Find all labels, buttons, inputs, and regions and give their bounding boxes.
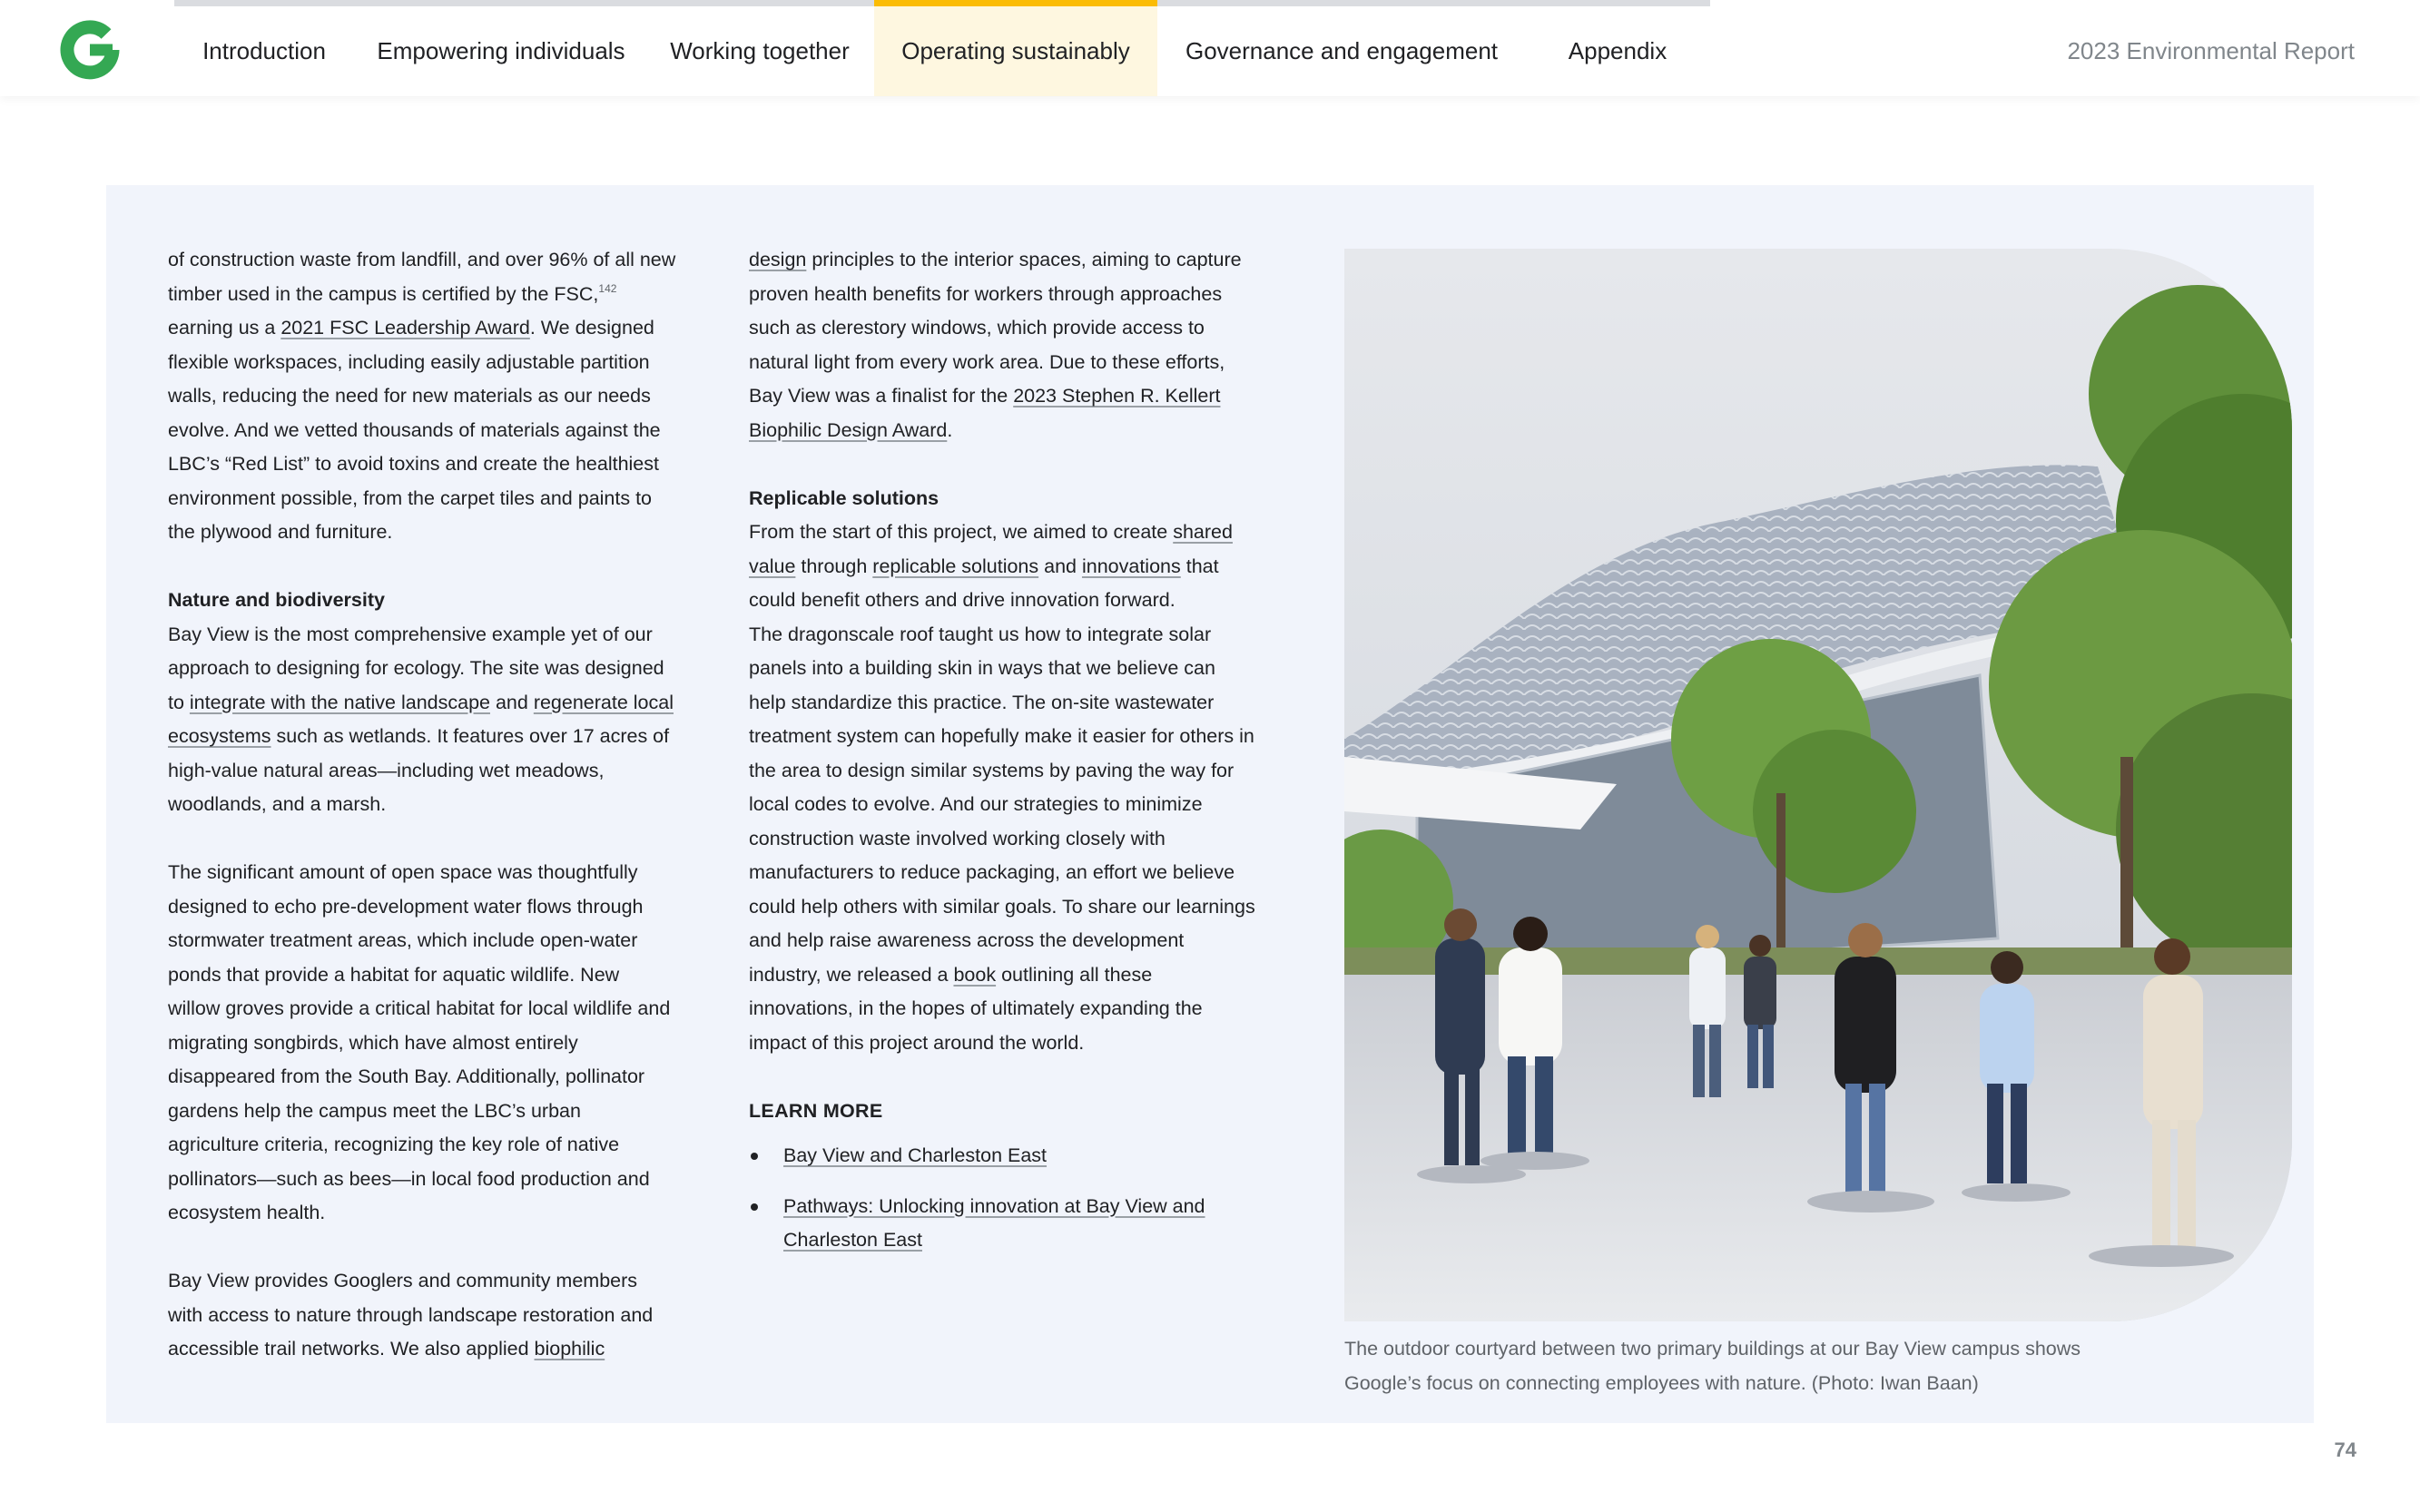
heading-nature-biodiversity: Nature and biodiversity	[168, 589, 385, 611]
nav-tab-governance-and-engagement[interactable]: Governance and engagement	[1185, 37, 1499, 64]
link-kellert-award[interactable]: 2023 Stephen R. Kellert Biophilic Design Award	[749, 385, 1221, 441]
link-book[interactable]: book	[953, 963, 997, 986]
page-number: 74	[2334, 1438, 2356, 1461]
link-pathways-unlocking-innovation[interactable]: Pathways: Unlocking innovation at Bay View and Charleston East	[783, 1194, 1205, 1251]
paragraph-biophilic: design principles to the interior spaces, aiming to capture proven health benefits for workers through approaches such as clerestory windows, which provide access to natural light from every work area. Due to these efforts, Bay View was a finalist for the 2023 Stephen R. Kellert Biophilic Design Award.	[749, 249, 1242, 441]
list-item	[749, 1139, 1257, 1173]
text-column-middle	[749, 243, 1257, 1274]
link-regenerate-local-ecosystems[interactable]: regenerate local ecosystems	[168, 691, 674, 747]
paragraph-ecology: Bay View is the most comprehensive example yet of our approach to designing for ecology. The site was designed to integrate with the native landscape and regenerate local ecosystems such as wetlands. It features over 17 acres of high-value natural areas—including wet meadows, woodlands, and a marsh.	[168, 623, 674, 815]
nav-tab-operating-sustainably[interactable]: Operating sustainably	[874, 0, 1157, 96]
link-innovations[interactable]: innovations	[1081, 555, 1181, 577]
nav-tab-introduction[interactable]: Introduction	[202, 37, 326, 64]
link-biophilic-design[interactable]: biophilic	[534, 1338, 605, 1360]
link-biophilic-design-cont[interactable]: design	[749, 249, 807, 270]
link-shared-value[interactable]: shared value	[749, 521, 1233, 577]
nav-tab-working-together[interactable]: Working together	[670, 37, 850, 64]
link-native-landscape[interactable]: integrate with the native landscape	[189, 691, 490, 713]
learn-more-heading: LEARN MORE	[749, 1099, 883, 1122]
nav-tab-appendix[interactable]: Appendix	[1568, 37, 1667, 64]
link-bay-view-charleston-east[interactable]: Bay View and Charleston East	[783, 1144, 1048, 1166]
link-replicable-solutions[interactable]: replicable solutions	[872, 555, 1039, 577]
top-navigation-bar	[0, 0, 2420, 96]
list-item	[749, 1190, 1257, 1258]
link-fsc-leadership-award[interactable]: 2021 FSC Leadership Award	[280, 317, 530, 339]
paragraph-shared-value: From the start of this project, we aimed to create shared value through replicable solutions and innovations that could benefit others and drive innovation forward.	[749, 521, 1233, 611]
paragraph-access-to-nature: Bay View provides Googlers and community members with access to nature through landscape restoration and accessible trail networks. We also applied biophilic	[168, 1270, 654, 1360]
text-column-left	[168, 243, 676, 1367]
paragraph-open-space: The significant amount of open space was thoughtfully designed to echo pre-development water flows through stormwater treatment areas, which include open-water ponds that provide a habitat for aquatic wildlife. New willow groves provide a critical habitat for local wildlife and migrating songbirds, which have almost entirely disappeared from the South Bay. Additionally, pollinator gardens help the campus meet the LBC’s urban agriculture criteria, recognizing the key role of native pollinators—such as bees—in local food production and ecosystem health.	[168, 861, 671, 1223]
photo-caption: The outdoor courtyard between two primary buildings at our Bay View campus shows Google’s focus on connecting employees with nature. (Photo: Iwan Baan)	[1344, 1338, 2081, 1394]
google-logo-icon[interactable]	[60, 20, 120, 80]
heading-replicable-solutions: Replicable solutions	[749, 486, 939, 509]
bay-view-courtyard-photo	[1344, 249, 2292, 1321]
nav-tab-empowering-individuals[interactable]: Empowering individuals	[377, 37, 625, 64]
courtyard-illustration	[1344, 249, 2292, 1321]
footnote-ref[interactable]: 142	[598, 281, 617, 295]
learn-more-list	[749, 1139, 1257, 1258]
paragraph-materials: of construction waste from landfill, and over 96% of all new timber used in the campus is certified by the FSC,$^{142}$ earning us a 2021 FSC Leadership Award. We designed flexible workspaces, including easily adjustable partition walls, reducing the need for new materials as our needs evolve. And we vetted thousands of materials against the LBC’s “Red List” to avoid toxins and create the healthiest environment possible, from the carpet tiles and paints to the plywood and furniture.	[168, 249, 676, 543]
report-title: 2023 Environmental Report	[2067, 37, 2355, 64]
content-panel	[106, 185, 2314, 1423]
paragraph-dragonscale-roof: The dragonscale roof taught us how to integrate solar panels into a building skin in ways that we believe can help standardize this practice. The on-site wastewater treatment system can hopefully make it easier for others in the area to design similar systems by paving the way for local codes to evolve. And our strategies to minimize construction waste involved working closely with manufacturers to reduce packaging, an effort we believe could help others with similar goals. To share our learnings and help raise awareness across the development industry, we released a book outlining all these innovations, in the hopes of ultimately expanding the impact of this project around the world.	[749, 623, 1255, 1054]
